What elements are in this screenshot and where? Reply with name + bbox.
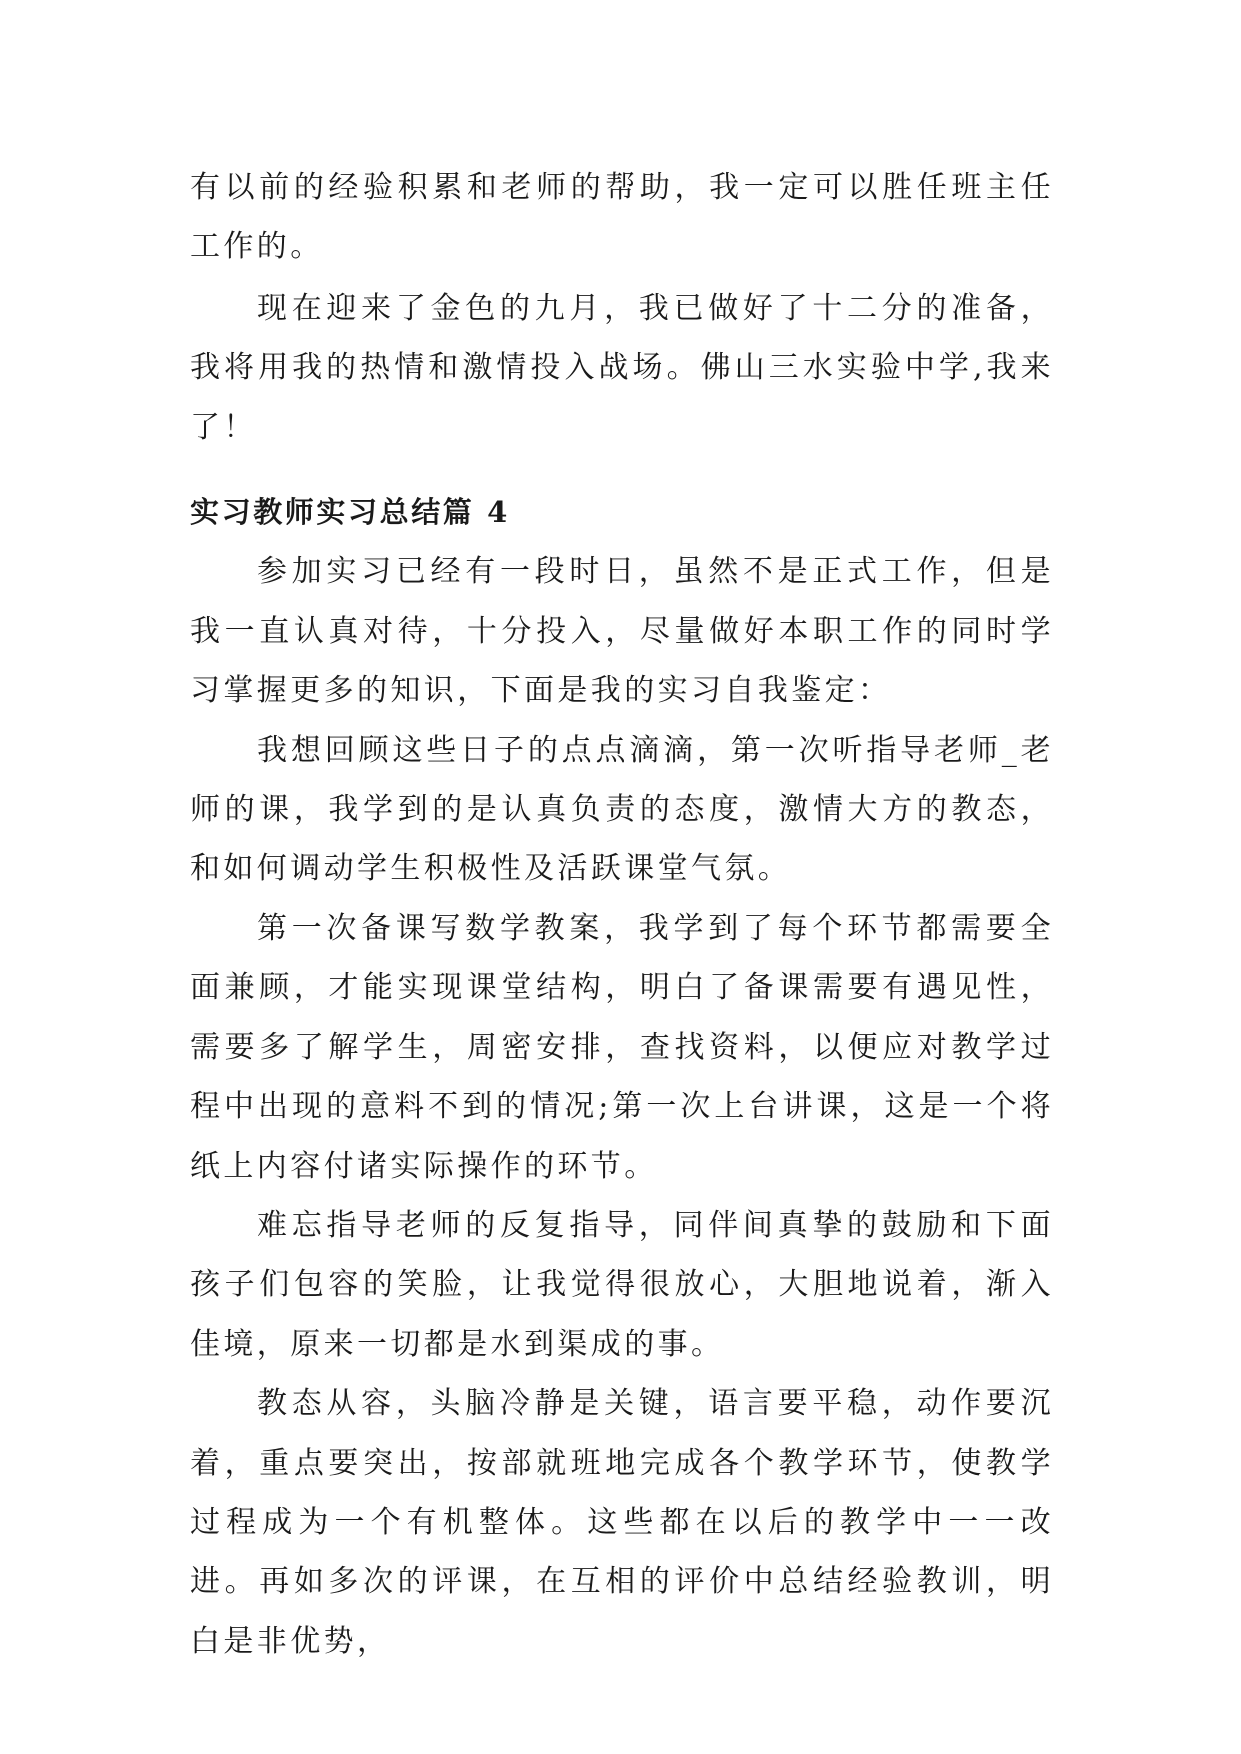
paragraph-continued: 有以前的经验积累和老师的帮助，我一定可以胜任班主任工作的。 [190, 170, 1054, 265]
paragraph-intro: 参加实习已经有一段时日，虽然不是正式工作，但是我一直认真对待，十分投入，尽量做好本职工作的同时学习掌握更多的知识，下面是我的实习自我鉴定： [190, 554, 1054, 709]
paragraph-guidance: 难忘指导老师的反复指导，同伴间真挚的鼓励和下面孩子们包容的笑脸，让我觉得很放心，大胆地说着，渐入佳境，原来一切都是水到渠成的事。 [190, 1207, 1054, 1362]
paragraph-recall: 我想回顾这些日子的点点滴滴，第一次听指导老师_老师的课，我学到的是认真负责的态度，激情大方的教态，和如何调动学生积极性及活跃课堂气氛。 [190, 732, 1054, 887]
paragraph-lesson-plan: 第一次备课写数学教案，我学到了每个环节都需要全面兼顾，才能实现课堂结构，明白了备课需要有遇见性，需要多了解学生，周密安排，查找资料，以便应对教学过程中出现的意料不到的情况;第一次上台讲课，这是一个将纸上内容付诸实际操作的环节。 [190, 910, 1054, 1184]
section-heading: 实习教师实习总结篇 4 [190, 495, 510, 530]
paragraph-teaching-manner: 教态从容，头脑冷静是关键，语言要平稳，动作要沉着，重点要突出，按部就班地完成各个教学环节，使教学过程成为一个有机整体。这些都在以后的教学中一一改进。再如多次的评课，在互相的评价中总结经验教训，明白是非优势， [190, 1386, 1054, 1659]
section-spacer [190, 457, 1054, 483]
paragraph-september: 现在迎来了金色的九月，我已做好了十二分的准备，我将用我的热情和激情投入战场。佛山三水实验中学,我来了！ [190, 290, 1054, 445]
document-body [190, 158, 1054, 1671]
